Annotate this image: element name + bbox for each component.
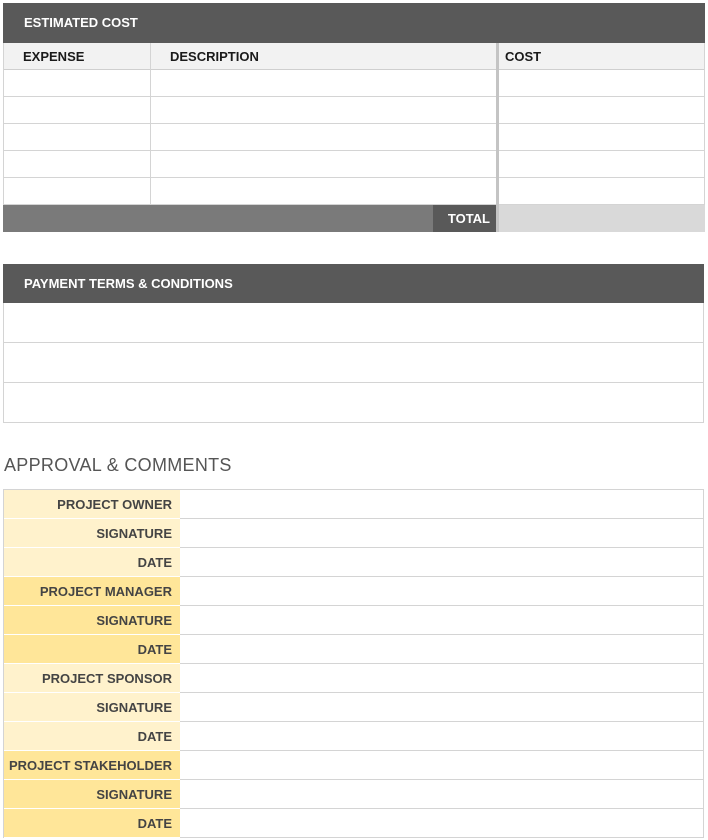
payment-terms-row[interactable] [3, 303, 704, 343]
date-field[interactable] [180, 548, 704, 577]
signature-label: SIGNATURE [3, 693, 180, 722]
project-stakeholder-field[interactable] [180, 751, 704, 780]
column-divider [150, 43, 151, 205]
payment-terms-header: PAYMENT TERMS & CONDITIONS [3, 264, 704, 303]
signature-label: SIGNATURE [3, 780, 180, 809]
expense-cell[interactable] [3, 70, 150, 97]
signature-label: SIGNATURE [3, 606, 180, 635]
signature-field[interactable] [180, 693, 704, 722]
signature-label: SIGNATURE [3, 519, 180, 548]
description-cell[interactable] [150, 97, 496, 124]
project-stakeholder-label: PROJECT STAKEHOLDER [3, 751, 180, 780]
cost-column-header: COST [499, 43, 705, 70]
description-cell[interactable] [150, 151, 496, 178]
date-label: DATE [3, 548, 180, 577]
project-owner-field[interactable] [180, 490, 704, 519]
description-cell[interactable] [150, 178, 496, 205]
date-label: DATE [3, 722, 180, 751]
date-field[interactable] [180, 722, 704, 751]
approval-section-title: APPROVAL & COMMENTS [4, 455, 232, 475]
project-manager-label: PROJECT MANAGER [3, 577, 180, 606]
payment-terms-row[interactable] [3, 343, 704, 383]
expense-cell[interactable] [3, 97, 150, 124]
description-column-header: DESCRIPTION [150, 43, 496, 70]
payment-terms-row[interactable] [3, 383, 704, 423]
project-sponsor-label: PROJECT SPONSOR [3, 664, 180, 693]
total-label: TOTAL [433, 205, 496, 232]
signature-field[interactable] [180, 519, 704, 548]
table-border-right [704, 43, 705, 232]
expense-column-header: EXPENSE [3, 43, 150, 70]
description-cell[interactable] [150, 70, 496, 97]
cost-cell[interactable] [499, 151, 705, 178]
date-field[interactable] [180, 809, 704, 838]
expense-cell[interactable] [3, 178, 150, 205]
expense-cell[interactable] [3, 151, 150, 178]
date-label: DATE [3, 635, 180, 664]
description-cell[interactable] [150, 124, 496, 151]
expense-cell[interactable] [3, 124, 150, 151]
total-value[interactable] [499, 205, 705, 232]
signature-field[interactable] [180, 606, 704, 635]
signature-field[interactable] [180, 780, 704, 809]
project-owner-label: PROJECT OWNER [3, 490, 180, 519]
estimated-cost-header: ESTIMATED COST [3, 3, 705, 43]
table-border-left [3, 43, 4, 205]
total-bar [3, 205, 433, 232]
cost-cell[interactable] [499, 97, 705, 124]
approval-table-left-border [3, 490, 4, 838]
project-sponsor-field[interactable] [180, 664, 704, 693]
cost-column-divider [496, 43, 499, 232]
project-manager-field[interactable] [180, 577, 704, 606]
date-label: DATE [3, 809, 180, 838]
cost-cell[interactable] [499, 70, 705, 97]
date-field[interactable] [180, 635, 704, 664]
cost-cell[interactable] [499, 124, 705, 151]
cost-cell[interactable] [499, 178, 705, 205]
